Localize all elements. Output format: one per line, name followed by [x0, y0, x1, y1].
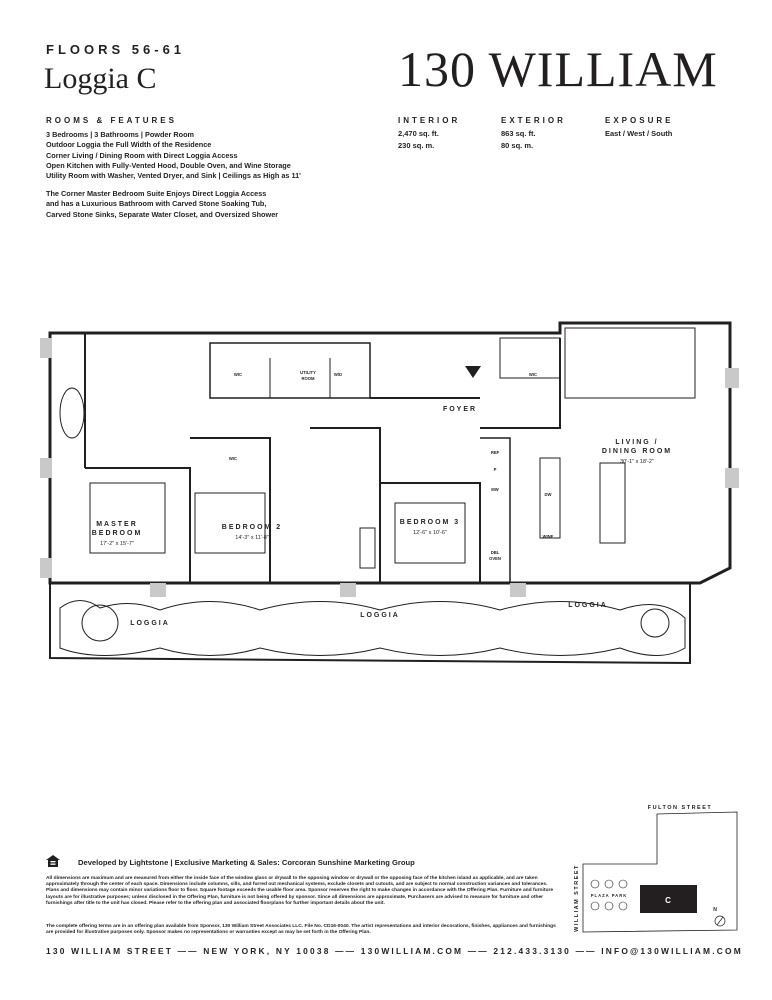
closet-block	[210, 343, 370, 398]
column	[725, 368, 739, 388]
dbl-oven-label-2: OVEN	[489, 556, 501, 561]
north-street-label: FULTON STREET	[647, 805, 713, 811]
suite-line: and has a Luxurious Bathroom with Carved Stone Soaking Tub,	[46, 199, 267, 209]
mw-label: MW	[491, 487, 499, 492]
column	[40, 458, 52, 478]
interior-stat	[398, 116, 460, 152]
compass-icon	[715, 916, 725, 926]
exposure-value: East / West / South	[605, 129, 673, 138]
north-label: N	[713, 907, 717, 913]
column	[725, 468, 739, 488]
bedroom2-dims: 14'-3" x 11'-8"	[235, 535, 269, 541]
floor-plan	[40, 318, 740, 678]
exposure-label: EXPOSURE	[605, 116, 674, 125]
site-map	[575, 800, 740, 940]
loggia-label-center: LOGGIA	[360, 612, 400, 619]
dining-table	[600, 463, 625, 543]
ref-label: REF	[490, 450, 500, 455]
floors-label: FLOORS 56-61	[46, 42, 186, 57]
foyer-wall	[370, 338, 560, 428]
feature-line: Open Kitchen with Fully-Vented Hood, Double Oven, and Wine Storage	[46, 160, 291, 170]
bedroom3-dims: 12'-6" x 10'-6"	[413, 530, 447, 536]
dbl-oven-label-1: DBL	[490, 550, 500, 555]
wd-label: W/D	[333, 372, 343, 377]
exterior-label: EXTERIOR	[501, 116, 566, 125]
brand-logo: 130 WILLIAM	[398, 41, 718, 97]
features-heading: ROOMS & FEATURES	[46, 116, 177, 125]
loggia-label-left: LOGGIA	[130, 620, 170, 627]
residence-name: Loggia C	[44, 62, 157, 95]
dw-label: DW	[544, 492, 552, 497]
column	[40, 558, 52, 578]
feature-line: Outdoor Loggia the Full Width of the Residence	[46, 140, 212, 150]
exterior-sqft: 863 sq. ft.	[501, 129, 536, 138]
loggia-label-right: LOGGIA	[568, 602, 608, 609]
master-label-1: MASTER	[96, 521, 138, 528]
exposure-stat	[605, 116, 673, 140]
wine-label: WINE	[542, 534, 554, 539]
loggia-table-right	[641, 609, 669, 637]
features-list	[46, 130, 301, 181]
living-label-1: LIVING /	[615, 439, 659, 446]
site-outline	[583, 812, 737, 932]
column	[150, 583, 166, 597]
disclaimer-text: All dimensions are maximum and are measured from either the inside face of the window glass or drywall to the opposing window or drywall or the opposing face of the kitchen island as applicable, and are taken approximately through the center of each space. Dimensions include columns, sills, and furred out mechanical systems, exclude closets and cutouts, and are subject to normal construction variances and tolerances. Plans and dimensions may contain minor variations floor to floor. Square footage exceeds the usable floor area. Sponsor reserves the right to make changes in accordance with the Offering Plan. Furniture and furniture layouts are for illustrative purposes; unless disclosed in the Offering Plan, furniture is not being offered by sponsor. Since all dimensions are approximate, Purchasers are advised to measure for furniture and other furnishings after title to the unit has closed. Please refer to the offering plan and associated floorplans for further important details about the unit.	[46, 876, 554, 906]
exterior-sqm: 80 sq. m.	[501, 141, 534, 150]
column	[340, 583, 356, 597]
bedroom3-label: BEDROOM 3	[399, 519, 461, 526]
closet-divider	[270, 358, 330, 398]
feature-line: Corner Living / Dining Room with Direct Loggia Access	[46, 150, 238, 160]
contact-footer: 130 WILLIAM STREET —— NEW YORK, NY 10038 —— 130WILLIAM.COM —— 212.433.3130 —— INFO@130WILLIAM.COM	[46, 946, 743, 956]
wic-label: WIC	[233, 372, 243, 377]
master-dims: 17'-2" x 15'-7"	[100, 541, 134, 547]
interior-sqft: 2,470 sq. ft.	[398, 129, 439, 138]
kitchen-wall	[480, 438, 510, 583]
utility-label-1: UTILITY	[300, 370, 316, 375]
feature-line: Utility Room with Washer, Vented Dryer, and Sink | Ceilings as High as 11'	[46, 171, 301, 181]
sofa	[565, 328, 695, 398]
wic-label-bed2: WIC	[228, 456, 238, 461]
loggia-table	[82, 605, 118, 641]
suite-line: The Corner Master Bedroom Suite Enjoys Direct Loggia Access	[46, 189, 267, 198]
park-label: PLAZA PARK	[590, 893, 628, 898]
suite-description	[46, 189, 278, 220]
wic-label-right: WIC	[528, 372, 538, 377]
bedroom2-label: BEDROOM 2	[221, 524, 283, 531]
kitchen-island	[540, 458, 560, 538]
master-label-2: BEDROOM	[91, 530, 143, 537]
unit-label: C	[665, 896, 671, 905]
offering-terms: The complete offering terms are in an offering plan available from Sponsor, 130 William Street Associates LLC. File No. CD16-0040. The artist representations and interior decorations, finishes, appliances and furnishings are provided for illustrative purposes only. Sponsor makes no representations or warranties except as may be set forth in the Offering Plan.	[46, 924, 556, 936]
soaking-tub	[60, 388, 84, 438]
column	[510, 583, 526, 597]
living-dims: 30'-1" x 18'-2"	[620, 459, 654, 465]
interior-label: INTERIOR	[398, 116, 461, 125]
bathtub	[360, 528, 375, 568]
entry-arrow-icon	[465, 366, 481, 378]
interior-sqm: 230 sq. m.	[398, 141, 435, 150]
utility-label-2: ROOM	[301, 376, 315, 381]
developer-credit: Developed by Lightstone | Exclusive Marketing & Sales: Corcoran Sunshine Marketing Group	[78, 858, 415, 867]
foyer-label: FOYER	[442, 406, 478, 413]
pantry-label: P	[493, 467, 497, 472]
exterior-stat	[501, 116, 566, 152]
suite-line: Carved Stone Sinks, Separate Water Closet, and Oversized Shower	[46, 209, 279, 219]
living-label-2: DINING ROOM	[601, 448, 673, 455]
equal-housing-icon	[46, 855, 60, 867]
feature-line: 3 Bedrooms | 3 Bathrooms | Powder Room	[46, 130, 195, 139]
column	[40, 338, 52, 358]
west-street-label: WILLIAM STREET	[574, 864, 580, 932]
bed2-bed	[195, 493, 265, 553]
